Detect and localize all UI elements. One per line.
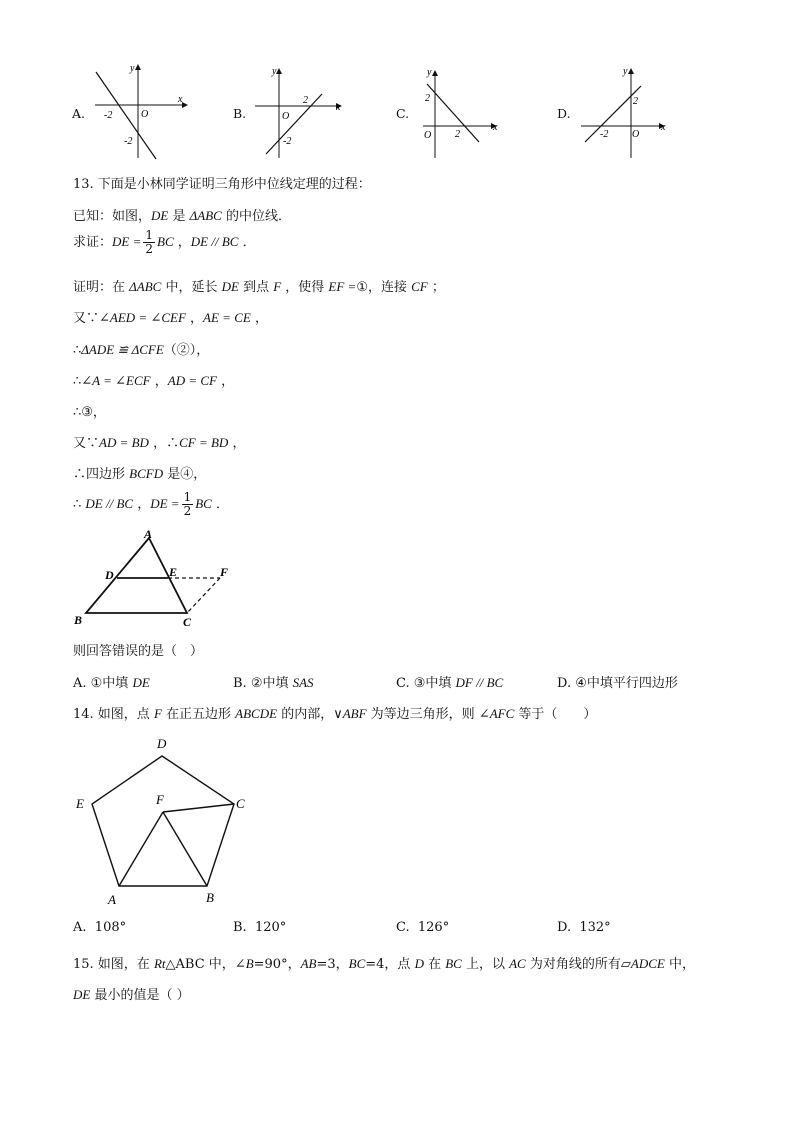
q13-prove: 求证：DE = $\frac{1}{2}$ BC ，DE // BC ． xyxy=(73,228,256,256)
graph-d xyxy=(575,62,675,162)
origin-label: O xyxy=(424,130,432,141)
q13-proof-line-2: 又∵∠AED = ∠CEF ，AE = CE ， xyxy=(73,310,268,326)
option-label: B. xyxy=(233,106,247,121)
origin-label: O xyxy=(282,111,290,122)
vertex-label-f: F xyxy=(220,565,229,579)
q13-proof-line-1: 证明：在 ΔABC 中，延长 DE 到点 F ，使得 EF =①，连接 CF ； xyxy=(73,279,445,295)
tick-label: -2 xyxy=(600,129,609,140)
tick-label: -2 xyxy=(124,136,133,147)
q15-stem-line-1: 15. 如图，在 Rt△ABC 中，∠B=90°，AB=3，BC=4，点 D 在 BC 上，以 AC 为对角线的所有▱ADCE 中， xyxy=(73,956,695,972)
q13-proof-line-4: ∴∠A = ∠ECF ，AD = CF ， xyxy=(73,373,235,389)
vertex-label-e: E xyxy=(169,565,178,579)
option-label: C. xyxy=(396,106,410,121)
q13-proof-line-8: ∴ DE // BC ，DE = $\frac{1}{2}$ BC ． xyxy=(73,490,229,518)
vertex-label-d: D xyxy=(157,736,167,751)
q14-stem: 14. 如图，点 F 在正五边形 ABCDE 的内部，∨ABF 为等边三角形，则 ∠AFC 等于（ ） xyxy=(73,706,597,722)
q13-stem: 13. 下面是小林同学证明三角形中位线定理的过程： xyxy=(73,177,371,192)
tick-label: 2 xyxy=(425,93,430,104)
vertex-label-c: C xyxy=(183,615,192,629)
option-label: D. xyxy=(557,106,571,121)
origin-label: O xyxy=(632,129,640,140)
q13-option-c[interactable]: C. ③中填 DF // BC xyxy=(396,675,504,691)
q13-option-b[interactable]: B. ②中填 SAS xyxy=(233,675,314,691)
q14-option-b[interactable]: B. 120° xyxy=(233,920,287,935)
triangle-figure xyxy=(70,526,240,630)
vertex-label-b: B xyxy=(74,613,83,627)
tick-label: 2 xyxy=(303,95,308,106)
x-axis-label: x xyxy=(336,102,341,113)
x-axis-label: x xyxy=(178,94,183,105)
vertex-label-d: D xyxy=(105,568,114,582)
vertex-label-a: A xyxy=(144,527,153,541)
graph-c xyxy=(415,62,505,162)
tick-label: 2 xyxy=(633,96,638,107)
x-axis-label: x xyxy=(493,122,498,133)
vertex-label-f: F xyxy=(156,792,164,807)
graph-b xyxy=(250,62,350,162)
y-axis-label: y xyxy=(427,67,432,78)
fraction: $\frac{1}{2}$ xyxy=(145,228,154,256)
q13-proof-line-7: ∴四边形 BCFD 是④， xyxy=(73,466,207,482)
y-axis-label: y xyxy=(272,66,277,77)
option-label: A. xyxy=(72,106,86,121)
origin-label: O xyxy=(141,109,149,120)
tick-label: 2 xyxy=(455,129,460,140)
q15-stem-line-2: DE 最小的值是（ ） xyxy=(73,987,190,1003)
q13-known: 已知：如图，DE 是 ΔABC 的中位线． xyxy=(73,208,291,224)
x-axis-label: x xyxy=(661,122,666,133)
y-axis-label: y xyxy=(130,63,135,74)
vertex-label-e: E xyxy=(76,796,84,811)
tick-label: -2 xyxy=(104,110,113,121)
q13-proof-line-3: ∴ΔADE ≌ ΔCFE（②）， xyxy=(73,342,210,358)
q13-proof-line-6: 又∵AD = BD ，∴CF = BD ， xyxy=(73,435,246,451)
q14-option-a[interactable]: A. 108° xyxy=(73,920,127,935)
y-axis-label: y xyxy=(623,66,628,77)
q13-ask: 则回答错误的是（ ） xyxy=(73,644,204,659)
vertex-label-a: A xyxy=(108,892,116,907)
q13-option-a[interactable]: A. ①中填 DE xyxy=(73,675,150,691)
tick-label: -2 xyxy=(283,136,292,147)
vertex-label-b: B xyxy=(206,890,214,905)
q14-option-d[interactable]: D. 132° xyxy=(557,920,611,935)
graph-a xyxy=(90,62,190,162)
q14-option-c[interactable]: C. 126° xyxy=(396,920,450,935)
vertex-label-c: C xyxy=(236,796,245,811)
q13-proof-line-5: ∴③， xyxy=(73,405,106,420)
pentagon-figure xyxy=(70,730,260,910)
q13-option-d[interactable]: D. ④中填平行四边形 xyxy=(557,676,678,691)
fraction: $\frac{1}{2}$ xyxy=(183,490,192,518)
